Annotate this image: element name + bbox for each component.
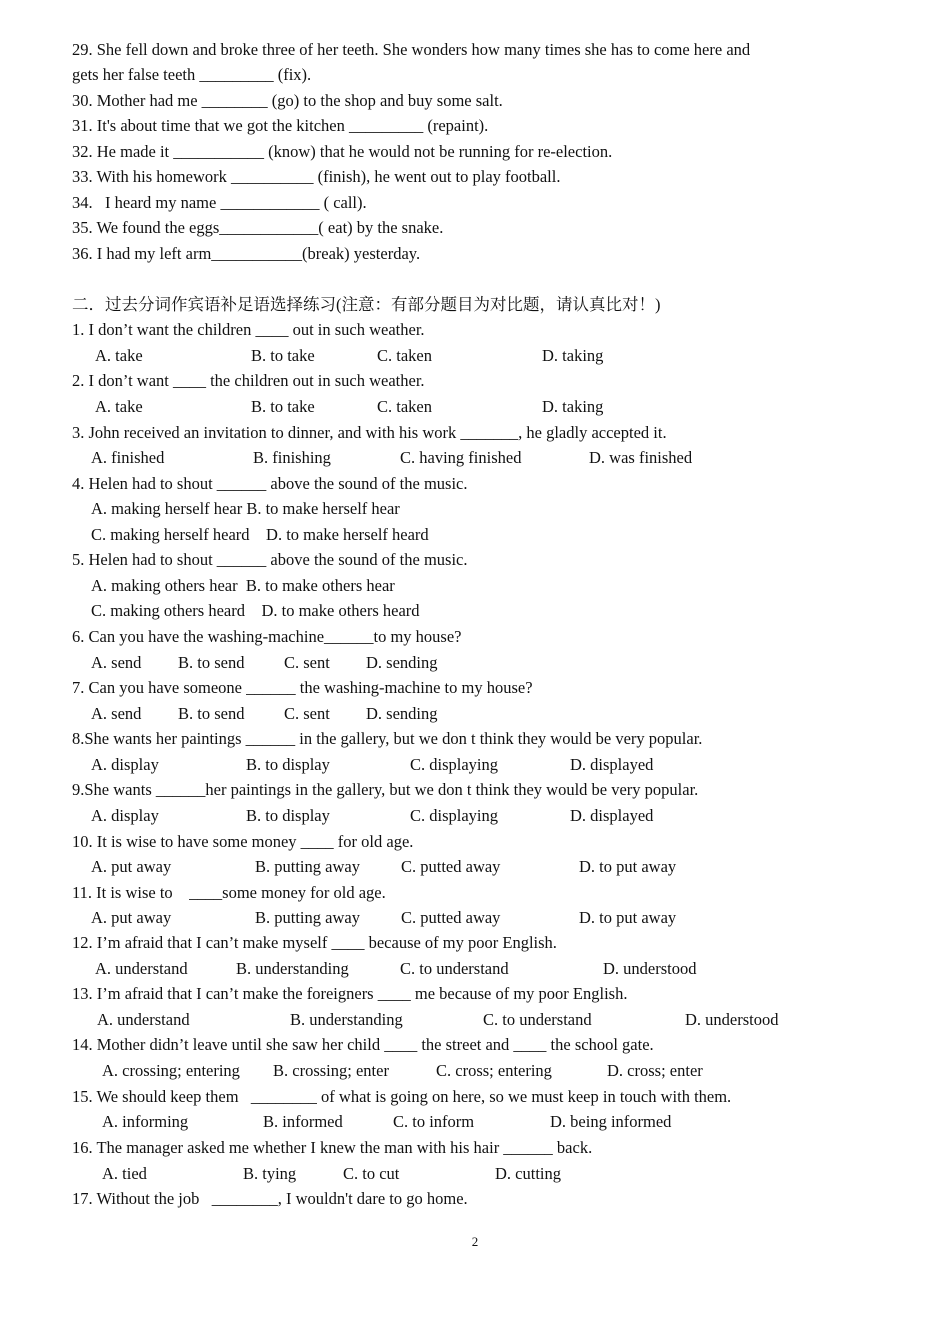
- option-c: C. putted away: [401, 857, 501, 876]
- option-line: C. making herself heard D. to make herself heard: [91, 525, 429, 544]
- option-d: D. cutting: [495, 1164, 561, 1183]
- option-b: B. to display: [246, 806, 330, 825]
- option-c: C. to understand: [400, 959, 509, 978]
- option-b: B. to take: [251, 346, 315, 365]
- exercise-line: 34. I heard my name ____________ ( call).: [72, 193, 367, 212]
- option-b: B. tying: [243, 1164, 297, 1183]
- option-d: D. being informed: [550, 1112, 672, 1131]
- option-line: C. making others heard D. to make others heard: [91, 601, 420, 620]
- option-d: D. displayed: [570, 806, 654, 825]
- option-d: D. sending: [366, 704, 438, 723]
- option-b: B. understanding: [290, 1010, 403, 1029]
- option-d: D. sending: [366, 653, 438, 672]
- exercise-line: 33. With his homework __________ (finish), he went out to play football.: [72, 167, 561, 186]
- option-a: A. tied: [102, 1164, 147, 1183]
- exercise-line: 29. She fell down and broke three of her teeth. She wonders how many times she has to come here and: [72, 40, 751, 59]
- exercise-line: 31. It's about time that we got the kitchen _________ (repaint).: [72, 116, 489, 135]
- question-text: 16. The manager asked me whether I knew the man with his hair ______ back.: [72, 1138, 593, 1157]
- option-a: A. take: [95, 397, 143, 416]
- option-a: A. send: [91, 704, 142, 723]
- option-d: D. cross; enter: [607, 1061, 703, 1080]
- option-d: D. to put away: [579, 908, 677, 927]
- option-a: A. understand: [97, 1010, 190, 1029]
- question-text: 11. It is wise to ____some money for old age.: [72, 883, 386, 902]
- option-b: B. informed: [263, 1112, 343, 1131]
- option-b: B. putting away: [255, 857, 360, 876]
- option-c: C. having finished: [400, 448, 522, 467]
- option-b: B. finishing: [253, 448, 331, 467]
- option-d: D. displayed: [570, 755, 654, 774]
- question-text: 15. We should keep them ________ of what is going on here, so we must keep in touch with them.: [72, 1087, 732, 1106]
- option-a: A. crossing; entering: [102, 1061, 240, 1080]
- option-c: C. to cut: [343, 1164, 400, 1183]
- option-a: A. take: [95, 346, 143, 365]
- option-b: B. understanding: [236, 959, 349, 978]
- question-text: 1. I don’t want the children ____ out in such weather.: [72, 320, 425, 339]
- question-text: 17. Without the job ________, I wouldn't dare to go home.: [72, 1189, 468, 1208]
- exercise-line: 35. We found the eggs____________( eat) by the snake.: [72, 218, 444, 237]
- option-c: C. taken: [377, 397, 432, 416]
- option-a: A. display: [91, 806, 159, 825]
- option-b: B. to display: [246, 755, 330, 774]
- option-d: D. taking: [542, 346, 604, 365]
- question-text: 7. Can you have someone ______ the washing-machine to my house?: [72, 678, 533, 697]
- option-b: B. to take: [251, 397, 315, 416]
- option-a: A. send: [91, 653, 142, 672]
- option-line: A. making herself hear B. to make herself hear: [91, 499, 400, 518]
- question-text: 6. Can you have the washing-machine______to my house?: [72, 627, 462, 646]
- option-c: C. displaying: [410, 806, 499, 825]
- option-a: A. informing: [102, 1112, 189, 1131]
- exercise-line: gets her false teeth _________ (fix).: [72, 65, 312, 84]
- option-d: D. to put away: [579, 857, 677, 876]
- question-text: 9.She wants ______her paintings in the gallery, but we don t think they would be very popular.: [72, 780, 699, 799]
- exercise-line: 32. He made it ___________ (know) that he would not be running for re-election.: [72, 142, 613, 161]
- question-text: 5. Helen had to shout ______ above the sound of the music.: [72, 550, 468, 569]
- page-number: 2: [471, 1234, 479, 1249]
- option-b: B. to send: [178, 653, 245, 672]
- option-line: A. making others hear B. to make others hear: [91, 576, 395, 595]
- option-d: D. taking: [542, 397, 604, 416]
- question-text: 2. I don’t want ____ the children out in such weather.: [72, 371, 425, 390]
- option-d: D. understood: [685, 1010, 779, 1029]
- option-c: C. sent: [284, 704, 330, 723]
- question-text: 8.She wants her paintings ______ in the gallery, but we don t think they would be very popular.: [72, 729, 703, 748]
- option-a: A. finished: [91, 448, 165, 467]
- option-c: C. displaying: [410, 755, 499, 774]
- exercise-line: 36. I had my left arm___________(break) yesterday.: [72, 244, 421, 263]
- question-text: 10. It is wise to have some money ____ for old age.: [72, 832, 414, 851]
- question-text: 12. I’m afraid that I can’t make myself ____ because of my poor English.: [72, 933, 557, 952]
- option-a: A. understand: [95, 959, 188, 978]
- option-c: C. to inform: [393, 1112, 475, 1131]
- question-text: 14. Mother didn’t leave until she saw her child ____ the street and ____ the school gate.: [72, 1035, 654, 1054]
- option-c: C. taken: [377, 346, 432, 365]
- option-a: A. display: [91, 755, 159, 774]
- question-text: 13. I’m afraid that I can’t make the foreigners ____ me because of my poor English.: [72, 984, 628, 1003]
- question-text: 3. John received an invitation to dinner, and with his work _______, he gladly accepted it.: [72, 423, 667, 442]
- option-a: A. put away: [91, 857, 172, 876]
- option-b: B. to send: [178, 704, 245, 723]
- option-c: C. sent: [284, 653, 330, 672]
- option-b: B. putting away: [255, 908, 360, 927]
- option-b: B. crossing; enter: [273, 1061, 389, 1080]
- option-c: C. to understand: [483, 1010, 592, 1029]
- option-d: D. was finished: [589, 448, 693, 467]
- exercise-line: 30. Mother had me ________ (go) to the shop and buy some salt.: [72, 91, 503, 110]
- option-c: C. cross; entering: [436, 1061, 552, 1080]
- option-d: D. understood: [603, 959, 697, 978]
- option-a: A. put away: [91, 908, 172, 927]
- option-c: C. putted away: [401, 908, 501, 927]
- section-heading: 二．过去分词作宾语补足语选择练习(注意：有部分题目为对比题，请认真比对！): [72, 295, 661, 314]
- question-text: 4. Helen had to shout ______ above the sound of the music.: [72, 474, 468, 493]
